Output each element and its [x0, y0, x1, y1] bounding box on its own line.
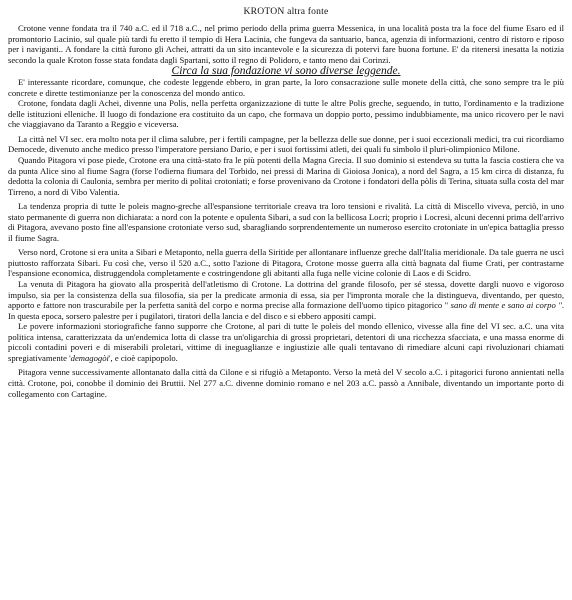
paragraph-rivalries: La tendenza propria di tutte le poleis magno-greche all'espansione territoriale creava tra loro tensioni e rivalità. La città di Miscello viveva, perciò, in uno stato permanente di guerra non dichiarata: a nord con la potente e opulenta Sibari, a sud con la bellicosa Locri; proprio i Locresi, alcuni decenni prima dell'arrivo di Pitagora, avevano posto fine all'espansione crotoniate verso sud, sbaragliando sorprendentemente un numeroso esercito crotoniate in un'epica battaglia presso il fiume Sagra. [8, 201, 564, 243]
paragraph-political-life [8, 321, 564, 363]
paragraph-athletics [8, 279, 564, 321]
political-text-end: ', e cioè capipopolo. [108, 352, 178, 363]
demagogoi-term: demagogòi [70, 352, 109, 363]
paragraph-sixth-century: La città nel VI sec. era molto nota per il clima salubre, per i fertili campagne, per la bellezza delle sue donne, per i suoi eccezionali medici, tra cui ricordiamo Democede, divenuto anche medico presso l'imperatore persiano Dario, e per i suoi fortissimi atleti, dei quali fu simbolo il pluri-olimpionico Milone. [8, 133, 564, 155]
political-text-start: Le povere informazioni storiografiche fanno supporre che Crotone, al pari di tutte le poleis del mondo ellenico, vivesse alla fine del VI sec. a.C. una vita politica intensa, caratterizzata da un'endemica lotta di classe tra un'oligarchia di grossi proprietari, detentori di una ricchezza sfacciata, e una massa enorme di piccoli contadini poveri e di miserabili proletari, vittime di ineguaglianze e ingiustizie alle quali tentavano di rimediare alcuni capi rivoluzionari chiamati spregiativamente ' [8, 321, 564, 363]
athletics-motto: sano di mente e sano ai corpo " [448, 300, 562, 311]
athletics-text-start: La venuta di Pitagora ha giovato alla prosperità dell'atletismo di Crotone. La dottrina del grande filosofo, per sé stessa, dovette dargli nuovo e vigoroso impulso, sia per la consistenza della sua filosofia, sia per la predicate armonia di essa, sia per l'impronta morale che la distingueva, diventando, per questo, apporto e fattore non trascurabile per la perfetta sanità del corpo e norma precise alla formazione dell'uomo tipico pitagorico " [8, 279, 564, 311]
paragraph-polis: Crotone, fondata dagli Achei, divenne una Polis, nella perfetta organizzazione di tutte le altre Polis greche, seguendo, in tutto, l'ordinamento e la tradizione delle istituzioni elleniche. Il luogo di fondazione era costituito da un capo, che formava un doppio porto, pessimo indubbiamente, ma unico ricovero per le navi che viaggiavano da Taranto a Reggio e viceversa. [8, 98, 564, 130]
athletics-text-end: . In questa epoca, sorsero palestre per i pugilatori, tiratori della lancia e del disco e si ebbero appositi campi. [8, 300, 565, 321]
section-subheading: Circa la sua fondazione vi sono diverse leggende. [171, 65, 401, 78]
paragraph-sibari-war: Verso nord, Crotone si era unita a Sibari e Metaponto, nella guerra della Siritide per allontanare influenze greche dall'Italia meridionale. Da tale guerra ne uscì piuttosto rafforzata Sibari. Fu così che, verso il 520 a.C., sotto l'azione di Pitagora, Crotone mosse guerra alla città bagnata dal fiume Crati, per contrastarne l'espansione economica, distruggendola completamente e costringendone gli abitanti alla fuga nelle vicine colonie di Laos e di Scidro. [8, 247, 564, 279]
document-title: KROTON altra fonte [243, 6, 329, 17]
paragraph-decline: Pitagora venne successivamente allontanato dalla città da Cilone e si rifugiò a Metaponto. Verso la metà del V secolo a.C. i pitagorici furono annientati nella città. Crotone, poi, conobbe il dominio dei Bruttii. Nel 277 a.C. divenne dominio romano e nel 203 a.C. passò a Annibale, diventando un importante porto di collegamento con Cartagine. [8, 367, 564, 399]
paragraph-legends-coins: E' interessante ricordare, comunque, che codeste leggende ebbero, in gran parte, la loro consacrazione sulle monete della città, che sono sempre tra le più concrete e dirette testimonianze per la conoscenza del mondo antico. [8, 77, 564, 98]
paragraph-pythagoras-arrival: Quando Pitagora vi pose piede, Crotone era una città-stato fra le più potenti della Magna Grecia. Il suo dominio si estendeva su tutta la fascia costiera che va da punta Alice sino al fiume Sagra (forse l'odierna fiumara del Torbido, nei pressi di Marina di Gioiosa Jonica), a nord del Sagra, a 15 km circa di distanza, fu dedotta la colonia di Caulonia, sembra per merito di politai crotoniati; e forse provenivano da Crotone i fondatori della pòlis di Terina, situata sulla costa del mar Tirreno, a nord di Vibo Valentia. [8, 155, 564, 197]
paragraph-foundation: Crotone venne fondata tra il 740 a.C. ed il 718 a.C., nel primo periodo della prima guerra Messenica, in una località posta tra la foce del fiume Esaro ed il promontorio Lacinio, sul quale più tardi fu eretto il tempio di Hera Lacinia, che fungeva da santuario, banca, agenzia di informazioni, centro di ristoro e riposo per i naviganti.. A fondare la città furono gli Achei, attratti da un sito incantevole e la sicurezza di potervi fare buona fortune. E' da ritenersi inesatta la notizia secondo la quale Kroton fosse stata fondata dagli Spartani, sotto il regno di Polidoro, e tanto meno dai Corinzi. [8, 23, 564, 65]
